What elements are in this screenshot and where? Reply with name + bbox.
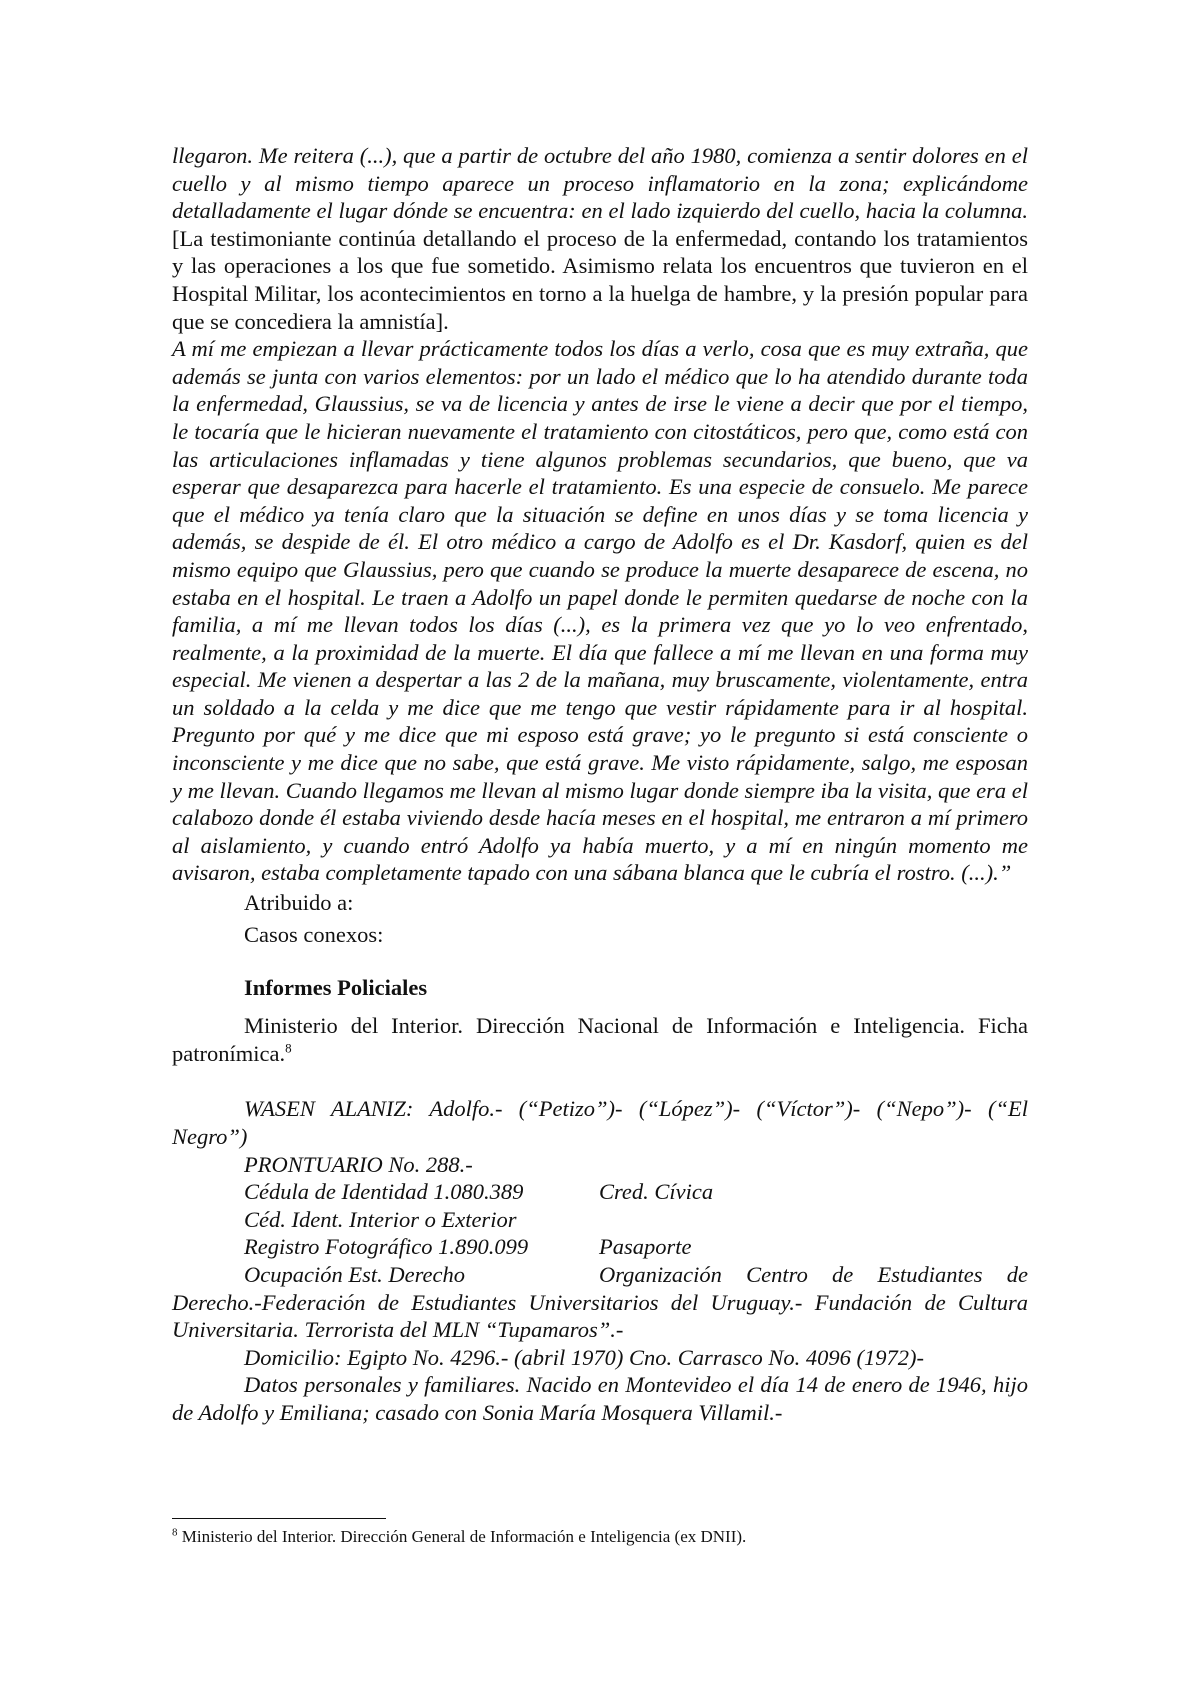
page-body — [172, 142, 1028, 1427]
ficha-name: WASEN ALANIZ: Adolfo.- (“Petizo”)- (“López”)- (“Víctor”)- (“Nepo”)- (“El Negro”) — [172, 1096, 1028, 1149]
testimony-quote-part-2: A mí me empiezan a llevar prácticamente todos los días a verlo, cosa que es muy extraña, que además se junta con varios elementos: por un lado el médico que lo ha atendido durante toda la enfermedad, Glaussius, se va de licencia y antes de irse le viene a decir que por el tiempo, le tocaría que le hicieran nuevamente el tratamiento con citostáticos, pero que, como está con las articulaciones inflamadas y tiene algunos problemas secundarios, que bueno, que va esperar que desaparezca para hacerle el tratamiento. Es una especie de consuelo. Me parece que el médico ya tenía claro que la situación se define en unos días y se toma licencia y además, se despide de él. El otro médico a cargo de Adolfo es el Dr. Kasdorf, quien es del mismo equipo que Glaussius, pero que cuando se produce la muerte desaparece de escena, no estaba en el hospital. Le traen a Adolfo un papel donde le permiten quedarse de noche con la familia, a mí me llevan todos los días (...), es la primera vez que yo lo veo enfrentado, realmente, a la proximidad de la muerte. El día que fallece a mí me llevan en una forma muy especial. Me vienen a despertar a las 2 de la mañana, muy bruscamente, violentamente, entra un soldado a la celda y me dice que me tengo que vestir rápidamente para ir al hospital. Pregunto por qué y me dice que mi esposo está grave; yo le pregunto si está consciente o inconsciente y me dice que no sabe, que está grave. Me visto rápidamente, salgo, me esposan y me llevan. Cuando llegamos me llevan al mismo lugar donde siempre iba la visita, que era el calabozo donde él estaba viviendo desde hacía meses en el hospital, me entraron a mí primero al aislamiento, y cuando entró Adolfo ya había muerto, y a mí en ningún momento me avisaron, estaba completamente tapado con una sábana blanca que le cubría el rostro. (...).” — [172, 336, 1028, 886]
ficha-organizacion: Organización Centro de Estudiantes de Derecho.-Federación de Estudiantes Universitarios del Uruguay.- Fundación de Cultura Universitaria. Terrorista del MLN “Tupamaros”.- — [172, 1261, 1028, 1343]
intro-paragraph — [172, 1012, 1028, 1067]
ficha-patronimica — [172, 1095, 1028, 1426]
section-heading: Informes Policiales — [244, 975, 428, 1001]
intro-text: Ministerio del Interior. Dirección Nacional de Información e Inteligencia. Ficha patronímica. — [172, 1013, 1028, 1066]
footnote-text: Ministerio del Interior. Dirección General de Información e Inteligencia (ex DNII). — [177, 1527, 747, 1546]
ficha-ocupacion-row — [172, 1261, 1028, 1344]
ficha-ced-ident: Céd. Ident. Interior o Exterior — [244, 1206, 517, 1232]
footnote — [172, 1526, 1028, 1548]
ficha-prontuario: PRONTUARIO No. 288.- — [244, 1151, 473, 1177]
atribuido-label: Atribuido a: — [244, 890, 354, 916]
ficha-ocupacion: Ocupación Est. Derecho — [244, 1261, 465, 1287]
ficha-cedula: Cédula de Identidad 1.080.389 — [244, 1179, 524, 1205]
ficha-cred-civica: Cred. Cívica — [599, 1179, 714, 1205]
ficha-registro: Registro Fotográfico 1.890.099 — [244, 1234, 529, 1260]
testimony-quote-part-1: llegaron. Me reitera (...), que a partir de octubre del año 1980, comienza a sentir dolores en el cuello y al mismo tiempo aparece un proceso inflamatorio en la zona; explicándome detalladamente el lugar dónde se encuentra: en el lado izquierdo del cuello, hacia la columna. — [172, 143, 1028, 224]
ficha-pasaporte: Pasaporte — [599, 1234, 692, 1260]
footnote-separator — [172, 1518, 386, 1519]
ficha-datos: Datos personales y familiares. Nacido en Montevideo el día 14 de enero de 1946, hijo de Adolfo y Emiliana; casado con Sonia María Mosquera Villamil.- — [172, 1372, 1028, 1425]
casos-conexos-label: Casos conexos: — [244, 921, 384, 947]
ficha-registro-row — [172, 1233, 1028, 1261]
ficha-domicilio: Domicilio: Egipto No. 4296.- (abril 1970) Cno. Carrasco No. 4096 (1972)- — [244, 1344, 924, 1370]
testimony-continuation — [172, 142, 1028, 887]
editorial-bracket-note: [La testimoniante continúa detallando el proceso de la enfermedad, contando los tratamientos y las operaciones a los que fue sometido. Asimismo relata los encuentros que tuvieron en el Hospital Militar, los acontecimientos en torno a la huelga de hambre, y la presión popular para que se concediera la amnistía]. — [172, 225, 1028, 334]
ficha-cedula-row — [172, 1178, 1028, 1206]
footnote-mark: 8 — [172, 1526, 178, 1539]
footnote-reference: 8 — [285, 1040, 292, 1056]
